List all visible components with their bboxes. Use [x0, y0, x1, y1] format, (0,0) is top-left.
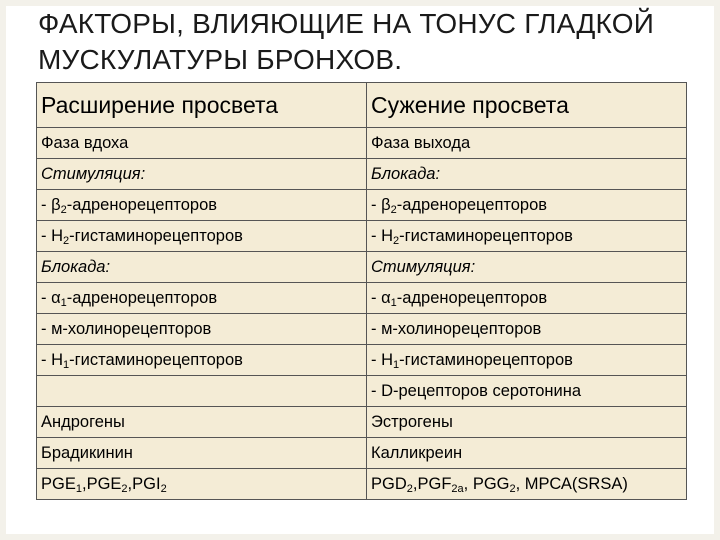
cell-narrowing	[367, 221, 687, 252]
table-row	[37, 345, 687, 376]
cell-subscript: 2a	[451, 482, 464, 495]
cell-subscript: 2	[406, 482, 413, 495]
cell-narrowing	[367, 190, 687, 221]
cell-expansion	[37, 469, 367, 500]
cell-text: - α	[41, 288, 61, 307]
cell-expansion	[37, 283, 367, 314]
cell-text: , МРСА(SRSA)	[515, 474, 628, 493]
slide-title-line-2: МУСКУЛАТУРЫ БРОНХОВ.	[38, 44, 403, 75]
table-row	[37, 469, 687, 500]
table-row	[37, 159, 687, 190]
cell-subscript: 1	[63, 358, 70, 371]
cell-expansion	[37, 345, 367, 376]
header-narrowing: Сужение просвета	[367, 83, 687, 128]
cell-expansion	[37, 221, 367, 252]
cell-text: PGE	[41, 474, 76, 493]
table-row	[37, 221, 687, 252]
cell-text: , PGG	[463, 474, 510, 493]
slide-frame-right	[714, 0, 720, 540]
cell-narrowing: Эстрогены	[367, 407, 687, 438]
cell-narrowing: - D-рецепторов серотонина	[367, 376, 687, 407]
cell-subscript: 2	[160, 482, 167, 495]
cell-expansion	[37, 376, 367, 407]
cell-subscript: 2	[390, 203, 397, 216]
header-expansion: Расширение просвета	[37, 83, 367, 128]
cell-text: -гистаминорецепторов	[399, 350, 573, 369]
cell-text: PGD	[371, 474, 407, 493]
cell-text: ,PGF	[412, 474, 452, 493]
table-header-row	[37, 83, 687, 128]
cell-expansion	[37, 190, 367, 221]
cell-narrowing: - м-холинорецепторов	[367, 314, 687, 345]
cell-narrowing: Калликреин	[367, 438, 687, 469]
cell-text: -адренорецепторов	[396, 288, 548, 307]
cell-text: -гистаминорецепторов	[69, 226, 243, 245]
cell-expansion: Блокада:	[37, 252, 367, 283]
table-row	[37, 128, 687, 159]
cell-text: -адренорецепторов	[66, 195, 218, 214]
cell-narrowing	[367, 469, 687, 500]
cell-narrowing	[367, 345, 687, 376]
cell-text: - H	[371, 226, 393, 245]
table-row	[37, 438, 687, 469]
cell-text: - H	[41, 350, 63, 369]
table-row	[37, 283, 687, 314]
cell-expansion: - м-холинорецепторов	[37, 314, 367, 345]
cell-subscript: 2	[393, 234, 400, 247]
cell-text: - H	[41, 226, 63, 245]
cell-narrowing: Фаза выхода	[367, 128, 687, 159]
table-row	[37, 314, 687, 345]
cell-text: -гистаминорецепторов	[399, 226, 573, 245]
table-row	[37, 407, 687, 438]
slide-title-line-1: ФАКТОРЫ, ВЛИЯЮЩИЕ НА ТОНУС ГЛАДКОЙ	[38, 8, 655, 39]
cell-subscript: 1	[390, 296, 397, 309]
table-row	[37, 252, 687, 283]
cell-expansion: Брадикинин	[37, 438, 367, 469]
cell-subscript: 1	[393, 358, 400, 371]
cell-text: ,PGI	[127, 474, 161, 493]
factors-table	[36, 82, 687, 500]
slide-title	[38, 6, 698, 78]
cell-narrowing: Блокада:	[367, 159, 687, 190]
cell-text: - β	[41, 195, 61, 214]
cell-expansion: Стимуляция:	[37, 159, 367, 190]
cell-expansion: Андрогены	[37, 407, 367, 438]
cell-text: -адренорецепторов	[66, 288, 218, 307]
cell-subscript: 2	[60, 203, 67, 216]
cell-text: - H	[371, 350, 393, 369]
cell-text: ,PGE	[81, 474, 122, 493]
cell-subscript: 2	[509, 482, 516, 495]
slide-frame-bottom	[0, 534, 720, 540]
slide-frame-left	[0, 0, 6, 540]
table-row	[37, 190, 687, 221]
cell-text: - α	[371, 288, 391, 307]
cell-text: - β	[371, 195, 391, 214]
cell-subscript: 2	[121, 482, 128, 495]
cell-narrowing: Стимуляция:	[367, 252, 687, 283]
cell-expansion: Фаза вдоха	[37, 128, 367, 159]
cell-text: -гистаминорецепторов	[69, 350, 243, 369]
table-row	[37, 376, 687, 407]
cell-narrowing	[367, 283, 687, 314]
cell-subscript: 2	[63, 234, 70, 247]
cell-subscript: 1	[60, 296, 67, 309]
cell-subscript: 1	[75, 482, 82, 495]
cell-text: -адренорецепторов	[396, 195, 548, 214]
